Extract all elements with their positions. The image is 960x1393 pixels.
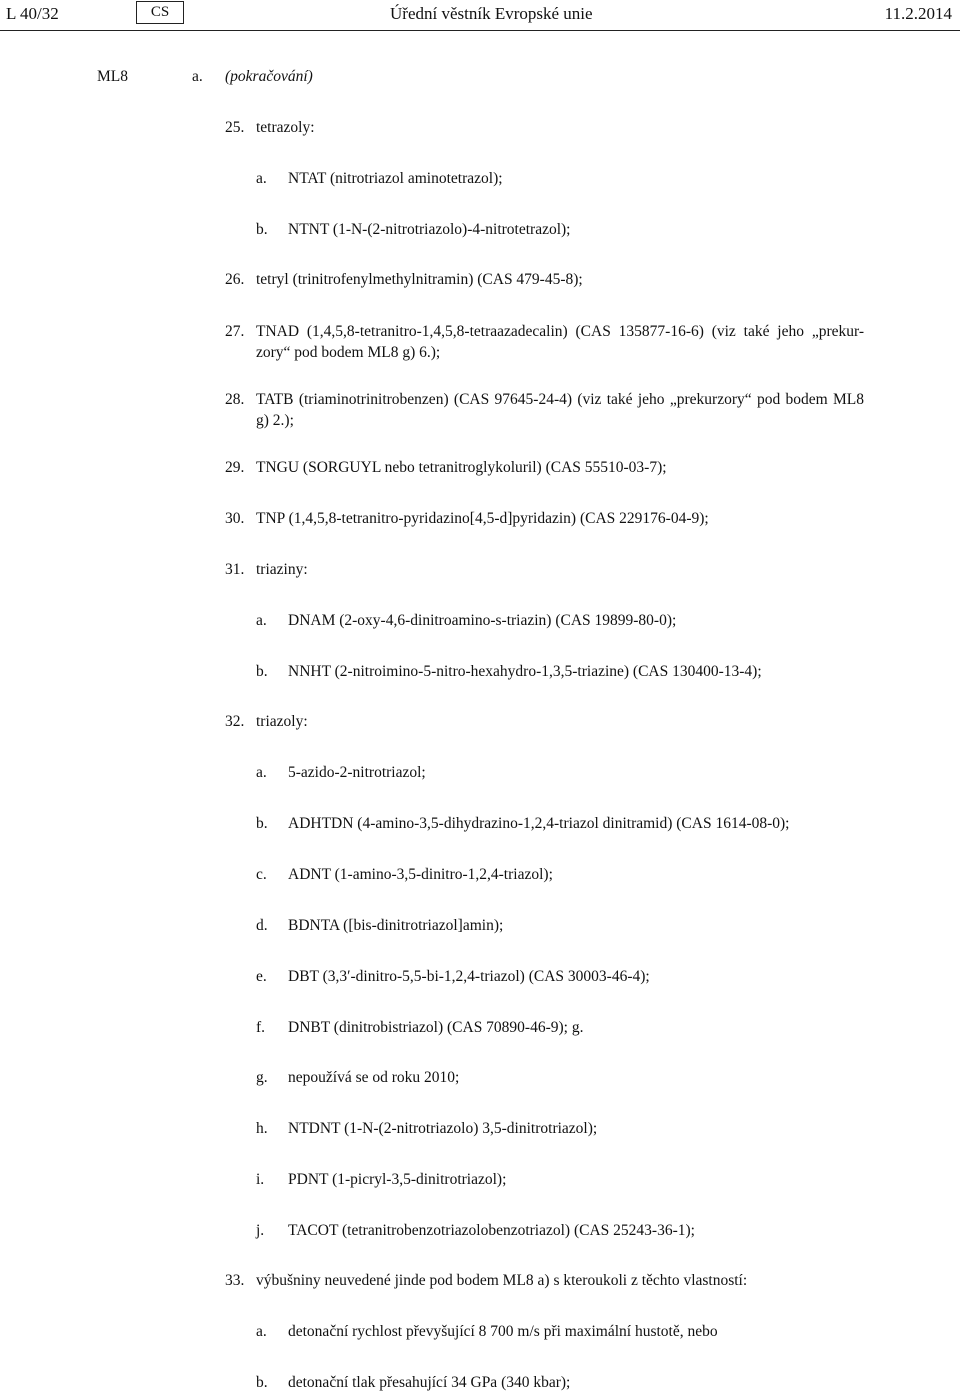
- subitem-letter: a.: [256, 612, 267, 629]
- item-number: 28.: [225, 391, 245, 408]
- item-number: 29.: [225, 459, 245, 476]
- item-number: 31.: [225, 561, 245, 578]
- subitem-text: PDNT (1-picryl-3,5-dinitrotriazol);: [288, 1171, 507, 1188]
- item-text-line: TATB (triaminotrinitrobenzen) (CAS 97645-24-4) (viz také jeho „prekurzory“ pod bodem ML8: [256, 391, 864, 408]
- item-number: 26.: [225, 271, 245, 288]
- item-number: 32.: [225, 713, 245, 730]
- subitem-text: DNBT (dinitrobistriazol) (CAS 70890-46-9); g.: [288, 1019, 584, 1036]
- subitem-text: NNHT (2-nitroimino-5-nitro-hexahydro-1,3,5-triazine) (CAS 130400-13-4);: [288, 663, 762, 680]
- subitem-letter: e.: [256, 968, 267, 985]
- item-text: výbušniny neuvedené jinde pod bodem ML8 a) s kteroukoli z těchto vlastností:: [256, 1272, 748, 1289]
- subitem-text: BDNTA ([bis-dinitrotriazol]amin);: [288, 917, 504, 934]
- subitem-text: nepoužívá se od roku 2010;: [288, 1069, 460, 1086]
- section-continuation: (pokračování): [225, 68, 313, 85]
- subitem-letter: a.: [256, 764, 267, 781]
- subitem-text: TACOT (tetranitrobenzotriazolobenzotriazol) (CAS 25243-36-1);: [288, 1222, 695, 1239]
- subitem-text: DBT (3,3′-dinitro-5,5-bi-1,2,4-triazol) (CAS 30003-46-4);: [288, 968, 650, 985]
- item-text-line: zory“ pod bodem ML8 g) 6.);: [256, 344, 441, 361]
- section-code: ML8: [97, 68, 128, 85]
- item-text: triazoly:: [256, 713, 308, 730]
- subitem-letter: b.: [256, 815, 268, 832]
- subitem-text: detonační rychlost převyšující 8 700 m/s při maximální hustotě, nebo: [288, 1323, 718, 1340]
- item-text: TNP (1,4,5,8-tetranitro-pyridazino[4,5-d]pyridazin) (CAS 229176-04-9);: [256, 510, 709, 527]
- publication-date: 11.2.2014: [884, 4, 952, 23]
- subitem-text: detonační tlak přesahující 34 GPa (340 kbar);: [288, 1374, 571, 1391]
- subitem-letter: i.: [256, 1171, 265, 1188]
- subitem-text: NTNT (1-N-(2-nitrotriazolo)-4-nitrotetrazol);: [288, 221, 571, 238]
- header-rule: [0, 30, 960, 31]
- item-text-line: g) 2.);: [256, 412, 294, 429]
- section-letter: a.: [192, 68, 203, 85]
- subitem-letter: j.: [256, 1222, 265, 1239]
- subitem-text: DNAM (2-oxy-4,6-dinitroamino-s-triazin) (CAS 19899-80-0);: [288, 612, 677, 629]
- item-number: 25.: [225, 119, 245, 136]
- subitem-letter: c.: [256, 866, 267, 883]
- item-number: 30.: [225, 510, 245, 527]
- item-text: tetryl (trinitrofenylmethylnitramin) (CAS 479-45-8);: [256, 271, 583, 288]
- item-text: tetrazoly:: [256, 119, 315, 136]
- page-reference: L 40/32: [6, 4, 59, 23]
- subitem-letter: f.: [256, 1019, 266, 1036]
- subitem-text: NTAT (nitrotriazol aminotetrazol);: [288, 170, 503, 187]
- subitem-text: ADHTDN (4-amino-3,5-dihydrazino-1,2,4-triazol dinitramid) (CAS 1614-08-0);: [288, 815, 790, 832]
- subitem-letter: b.: [256, 221, 268, 238]
- item-text-line: TNAD (1,4,5,8-tetranitro-1,4,5,8-tetraazadecalin) (CAS 135877-16-6) (viz také jeho „prekur-: [256, 323, 864, 340]
- journal-header: [0, 0, 960, 34]
- subitem-letter: a.: [256, 1323, 267, 1340]
- subitem-letter: b.: [256, 1374, 268, 1391]
- subitem-letter: d.: [256, 917, 268, 934]
- item-text: TNGU (SORGUYL nebo tetranitroglykoluril) (CAS 55510-03-7);: [256, 459, 667, 476]
- subitem-text: 5-azido-2-nitrotriazol;: [288, 764, 426, 781]
- subitem-letter: a.: [256, 170, 267, 187]
- subitem-text: NTDNT (1-N-(2-nitrotriazolo) 3,5-dinitrotriazol);: [288, 1120, 598, 1137]
- journal-title: Úřední věstník Evropské unie: [390, 4, 593, 23]
- item-text: triaziny:: [256, 561, 308, 578]
- item-number: 33.: [225, 1272, 245, 1289]
- language-box: CS: [136, 1, 184, 24]
- subitem-text: ADNT (1-amino-3,5-dinitro-1,2,4-triazol);: [288, 866, 553, 883]
- subitem-letter: g.: [256, 1069, 268, 1086]
- item-number: 27.: [225, 323, 245, 340]
- subitem-letter: h.: [256, 1120, 268, 1137]
- subitem-letter: b.: [256, 663, 268, 680]
